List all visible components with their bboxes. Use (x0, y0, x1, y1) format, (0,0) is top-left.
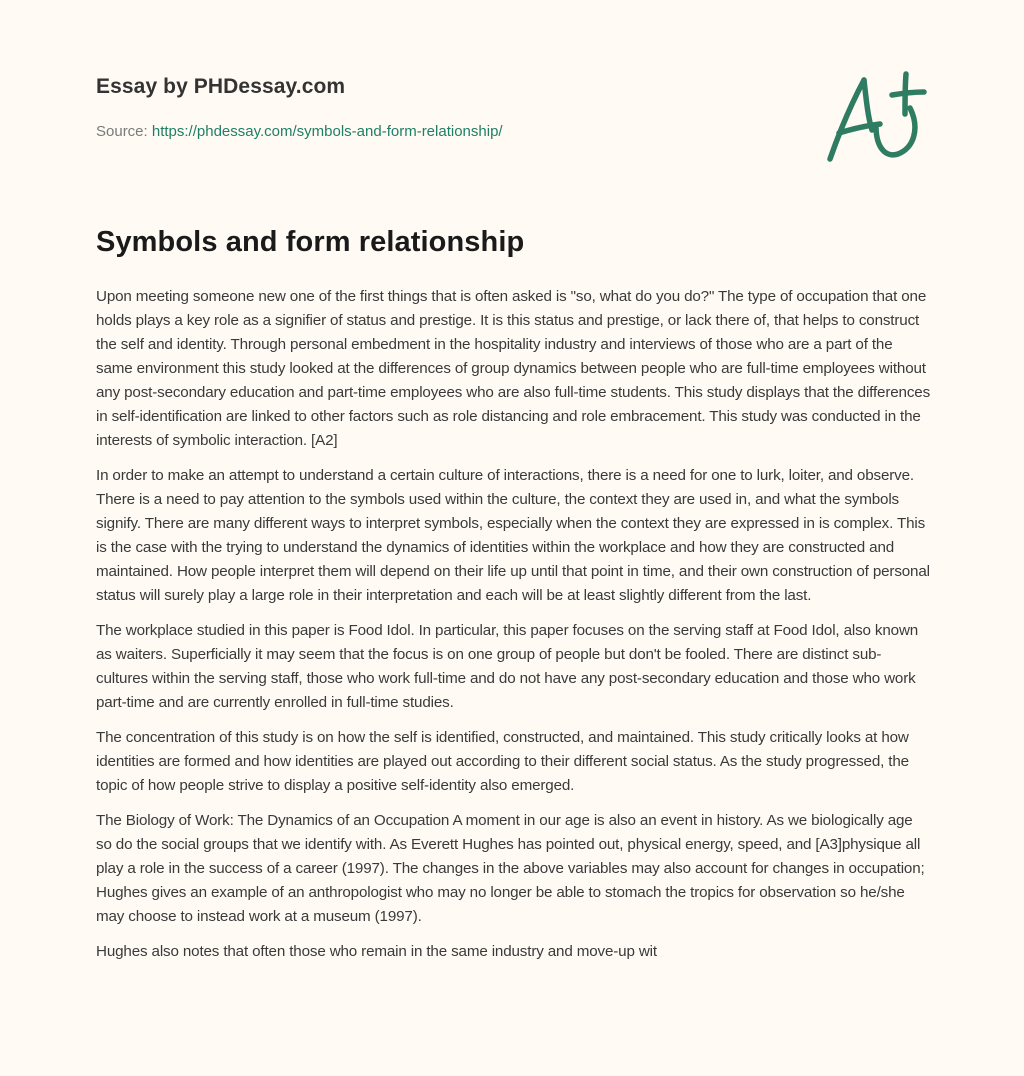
paragraph: The concentration of this study is on how the self is identified, constructed, and maintained. This study critically looks at how identities are formed and how identities are played out according to their different social status. As the study progressed, the topic of how people strive to display a positive self-identity also emerged. (96, 729, 909, 794)
source-link[interactable]: https://phdessay.com/symbols-and-form-relationship/ (151, 123, 503, 140)
paragraph: Upon meeting someone new one of the first things that is often asked is "so, what do you do?" The type of occupation that one holds plays a key role as a signifier of status and prestige. It is this status and prestige, or lack there of, that helps to construct the self and identity. Through personal embedment in the hospitality industry and interviews of those who are a part of the same environment this study looked at the differences of group dynamics between people who are full-time employees without any post-secondary education and part-time employees who are also full-time students. This study displays that the differences in self-identification are linked to other factors such as role distancing and role embracement. This study was conducted in the interests of symbolic interaction. [A2] (96, 288, 931, 449)
paragraph: In order to make an attempt to understand a certain culture of interactions, there is a need for one to lurk, loiter, and observe. There is a need to pay attention to the symbols used within the culture, the context they are used in, and what the symbols signify. There are many different ways to interpret symbols, especially when the context they are expressed in is complex. This is the case with the trying to understand the dynamics of identities within the workplace and how they are constructed and maintained. How people interpret them will depend on their life up until that point in time, and their own construction of personal status will surely play a large role in their interpretation and each will be at least slightly different from the last. (96, 467, 930, 604)
source-line (96, 123, 503, 140)
essay-body (96, 285, 932, 975)
site-title: Essay by PHDessay.com (96, 75, 346, 98)
paragraph: The workplace studied in this paper is Food Idol. In particular, this paper focuses on the serving staff at Food Idol, also known as waiters. Superficially it may seem that the focus is on one group of people but don't be fooled. There are distinct sub-cultures within the serving staff, those who work full-time and do not have any post-secondary education and those who work part-time and are currently enrolled in full-time studies. (96, 622, 919, 711)
a-plus-grade-icon (824, 68, 928, 168)
paragraph: Hughes also notes that often those who remain in the same industry and move-up wit (96, 943, 657, 960)
document-title: Symbols and form relationship (96, 226, 525, 258)
source-label: Source: (96, 123, 152, 140)
paragraph: The Biology of Work: The Dynamics of an Occupation A moment in our age is also an event in history. As we biologically age so do the social groups that we identify with. As Everett Hughes has pointed out, physical energy, speed, and [A3]physique all play a role in the success of a career (1997). The changes in the above variables may also account for changes in occupation; Hughes gives an example of an anthropologist who may no longer be able to stomach the tropics for observation so he/she may choose to instead work at a museum (1997). (96, 812, 925, 925)
